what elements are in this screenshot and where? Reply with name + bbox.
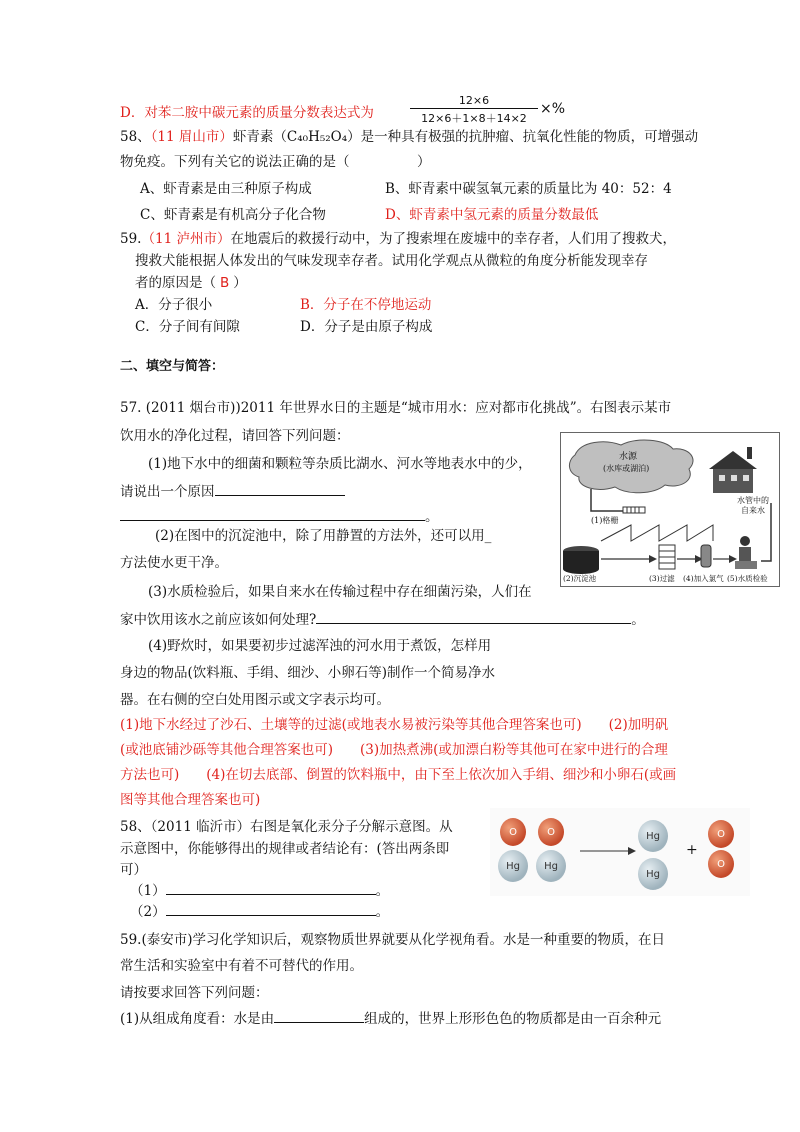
q57-part1-b2-line <box>120 505 439 525</box>
q58b-blank1-end: 。 <box>375 883 390 899</box>
q57-intro-2: 饮用水的净化过程，请回答下列问题： <box>120 428 350 444</box>
q59a-number: 59. <box>120 231 142 247</box>
fig-tap-label-1: 水管中的 <box>737 496 769 505</box>
mercury-atom: Hg <box>638 858 668 890</box>
q59a-stem-line1 <box>120 227 676 247</box>
q58b-blank2-label: （2） <box>130 904 166 920</box>
q57-part3-b: 家中饮用该水之前应该如何处理? <box>120 612 317 628</box>
q57-answer: (1)地下水经过了沙石、土壤等的过滤(或地表水易被污染等其他合理答案也可) (2)加明矾(或池底铺沙砾等其他合理答案也可) (3)加热煮沸(或加漂白粉等其他可在家中进行的合理方法也可) (4)在切去底部、倒置的饮料瓶中，由下至上依次加入手绢、细沙和小卵石(或画图等其他合理答案也可) <box>120 717 677 808</box>
grating-icon <box>623 507 645 513</box>
fig-source-label-2: (水库或湖泊) <box>603 464 650 473</box>
q58a-stem-2: 物免疫。下列有关它的说法正确的是（ ） <box>120 154 431 170</box>
q59b-blank-1[interactable] <box>274 1008 364 1023</box>
q57-blank-1b[interactable] <box>120 506 425 521</box>
q57-blank-3[interactable] <box>316 609 631 624</box>
q59b-stem-4-post: 组成的，世界上形形色色的物质都是由一百余种元 <box>364 1011 662 1027</box>
q57-intro-1: 57. (2011 烟台市))2011 年世界水日的主题是“城市用水：应对都市化挑战”。右图表示某市 <box>120 400 672 416</box>
q58b-blank2-end: 。 <box>375 904 390 920</box>
fig-step-4: (4)加入氯气 <box>683 574 724 583</box>
q57-part3-a: (3)水质检验后，如果自来水在传输过程中存在细菌污染，人们在 <box>148 584 532 600</box>
q58b-blank-2[interactable] <box>166 901 376 916</box>
q58b-blank1-label: （1） <box>130 883 166 899</box>
q57-part4-c: 器。在右侧的空白处用图示或文字表示均可。 <box>120 692 390 708</box>
q59b-stem-4-line <box>120 1007 661 1027</box>
q58a-number: 58、 <box>120 129 151 145</box>
q59a-option-d: D．分子是由原子构成 <box>300 319 433 335</box>
inspector-icon <box>740 536 750 546</box>
plus-sign: + <box>686 842 698 858</box>
fraction-expression <box>410 94 538 126</box>
q59b-stem-2: 常生活和实验室中有着不可替代的作用。 <box>120 958 363 974</box>
q58a-stem-line1 <box>120 125 698 145</box>
q59a-answer: B <box>220 275 230 291</box>
q58b-stem-1: 58、（2011 临沂市）右图是氧化汞分子分解示意图。从 <box>120 819 453 835</box>
q57-part1-b-line <box>120 480 345 500</box>
fig-step-1: (1)格栅 <box>591 516 619 525</box>
q58b-stem-3: 可） <box>120 862 147 878</box>
q58a-option-d: D、虾青素中氢元素的质量分数最低 <box>385 207 599 223</box>
q59b-stem-4-pre: (1)从组成角度看：水是由 <box>120 1011 275 1027</box>
fraction-denominator: 12×6＋1×8＋14×2 <box>421 112 527 125</box>
q57-blank-1[interactable] <box>215 481 345 496</box>
q57-part2-b: 方法使水更干净。 <box>120 555 228 571</box>
q58a-source: （11 眉山市） <box>150 129 233 145</box>
q58a-option-c: C、虾青素是有机高分子化合物 <box>140 207 326 223</box>
q59a-stem-3-pre: 者的原因是（ <box>135 275 216 291</box>
q58a-stem-1: 虾青素（C₄₀H₅₂O₄）是一种具有极强的抗肿瘤、抗氧化性能的物质，可增强动 <box>232 129 699 145</box>
fraction-suffix: ×% <box>540 101 566 117</box>
oxygen-atom: O <box>500 818 526 846</box>
oxygen-atom: O <box>538 818 564 846</box>
water-purification-figure <box>560 432 780 587</box>
plant-roof <box>601 525 713 541</box>
fig-source-label-1: 水源 <box>619 452 638 462</box>
q57-part1-end: 。 <box>425 509 439 525</box>
q59a-option-b: B．分子在不停地运动 <box>300 297 432 313</box>
q58b-stem-2: 示意图中，你能够得出的规律或者结论有：(答出两条即 <box>120 841 450 857</box>
oxygen-atom: O <box>708 820 734 848</box>
q57-part3-b-line <box>120 608 645 628</box>
chlorine-cylinder-icon <box>701 545 711 567</box>
hgo-decomposition-figure <box>490 808 750 896</box>
fig-step-5: (5)水质检验 <box>727 574 768 583</box>
fig-tap-label-2: 自来水 <box>741 506 765 515</box>
q57-part4-a: (4)野炊时，如果要初步过滤浑浊的河水用于煮饭，怎样用 <box>148 638 492 654</box>
fig-step-3: (3)过滤 <box>649 574 675 583</box>
q58a-option-b: B、虾青素中碳氢氧元素的质量比为 40：52：4 <box>385 181 672 197</box>
q58b-blank1-line <box>130 879 389 899</box>
q57-part1-b: 请说出一个原因 <box>120 484 215 500</box>
fig-step-2: (2)沉淀池 <box>563 574 597 583</box>
prev-option-d: D．对苯二胺中碳元素的质量分数表达式为 <box>120 105 374 121</box>
fraction-numerator: 12×6 <box>458 94 490 107</box>
mercury-atom: Hg <box>638 820 668 852</box>
section-title: 二、填空与简答： <box>120 359 225 374</box>
q59a-source: （11 泸州市） <box>141 231 231 247</box>
q58a-option-a: A、虾青素是由三种原子构成 <box>140 181 312 197</box>
mercury-atom: Hg <box>498 850 528 882</box>
q59a-stem-3-post: ） <box>233 275 247 291</box>
q59b-stem-1: 59.(泰安市)学习化学知识后，观察物质世界就要从化学视角看。水是一种重要的物质，在日 <box>120 932 666 948</box>
q57-part1-a: (1)地下水中的细菌和颗粒等杂质比湖水、河水等地表水中的少， <box>148 456 532 472</box>
q59a-stem-2: 搜救犬能根据人体发出的气味发现幸存者。试用化学观点从微粒的角度分析能发现幸存 <box>135 253 648 269</box>
oxygen-atom: O <box>708 850 734 878</box>
q59a-option-c: C．分子间有间隙 <box>135 319 240 335</box>
q59b-stem-3: 请按要求回答下列问题： <box>120 985 269 1001</box>
reaction-arrow-icon <box>580 846 636 856</box>
q57-part3-end: 。 <box>631 612 645 628</box>
q58b-blank2-line <box>130 900 389 920</box>
mercury-atom: Hg <box>536 850 566 882</box>
q58b-blank-1[interactable] <box>166 880 376 895</box>
q59a-stem-line3 <box>135 271 247 291</box>
q57-part4-b: 身边的物品(饮料瓶、手绢、细沙、小卵石等)制作一个简易净水 <box>120 665 496 681</box>
q59a-option-a: A．分子很小 <box>135 297 213 313</box>
q59a-stem-1: 在地震后的救援行动中，为了搜索埋在废墟中的幸存者，人们用了搜救犬， <box>230 231 676 247</box>
q57-part2-a: (2)在图中的沉淀池中，除了用静置的方法外，还可以用_ <box>155 528 492 544</box>
